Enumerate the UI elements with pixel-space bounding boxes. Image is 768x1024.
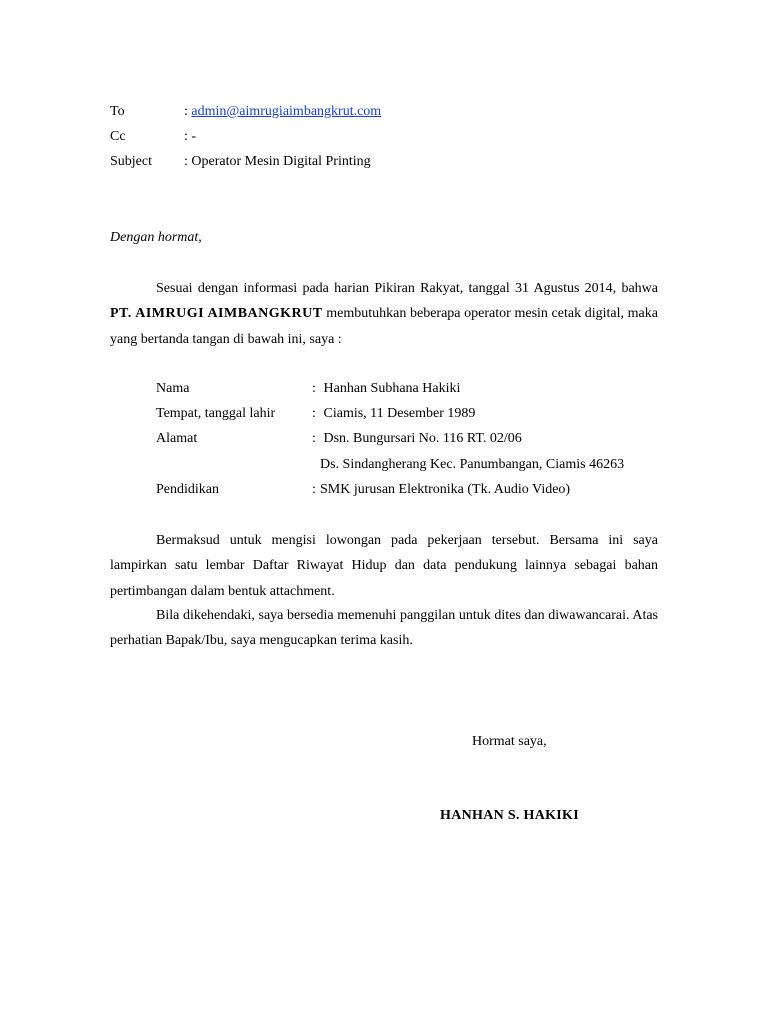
applicant-birth-row	[156, 405, 475, 423]
cc-separator: :	[184, 129, 188, 144]
address-separator: :	[312, 431, 316, 446]
subject-row	[110, 153, 371, 171]
education-label: Pendidikan	[156, 482, 219, 497]
cc-value: -	[191, 129, 197, 144]
signer-name: HANHAN S. HAKIKI	[440, 808, 579, 823]
name-separator: :	[312, 381, 316, 396]
applicant-address-row	[156, 430, 522, 448]
address-line-1: Dsn. Bungursari No. 116 RT. 02/06	[323, 431, 522, 446]
greeting: Dengan hormat,	[110, 230, 202, 245]
to-label: To	[110, 104, 125, 119]
to-row	[110, 103, 381, 121]
body-paragraph-2: Bila dikehendaki, saya bersedia memenuhi panggilan untuk dites dan diwawancarai. Atas perhatian Bapak/Ibu, saya mengucapkan terima kasih.	[110, 608, 658, 649]
company-name: PT. AIMRUGI AIMBANGKRUT	[110, 306, 323, 322]
applicant-education-row	[156, 481, 570, 499]
intro-paragraph	[110, 276, 658, 352]
birth-value: Ciamis, 11 Desember 1989	[323, 406, 476, 421]
cc-row	[110, 128, 196, 146]
to-email-link[interactable]: admin@aimrugiaimbangkrut.com	[191, 104, 382, 119]
address-line-2: Ds. Sindangherang Kec. Panumbangan, Ciamis 46263	[320, 457, 625, 472]
birth-separator: :	[312, 406, 316, 421]
cc-label: Cc	[110, 129, 126, 144]
education-value: SMK jurusan Elektronika (Tk. Audio Video)	[320, 482, 571, 497]
name-value: Hanhan Subhana Hakiki	[323, 381, 461, 396]
closing-salutation: Hormat saya,	[472, 734, 547, 749]
body-paragraph-1: Bermaksud untuk mengisi lowongan pada pekerjaan tersebut. Bersama ini saya lampirkan satu lembar Daftar Riwayat Hidup dan data pendukung lainnya sebagai bahan pertimbangan dalam bentuk attachment.	[110, 533, 658, 599]
address-label: Alamat	[156, 431, 198, 446]
education-separator: :	[312, 482, 316, 497]
to-separator: :	[184, 104, 188, 119]
applicant-name-row	[156, 380, 460, 398]
intro-text-1: Sesuai dengan informasi pada harian Pikiran Rakyat, tanggal 31 Agustus 2014, bahwa	[156, 281, 658, 296]
subject-label: Subject	[110, 154, 152, 169]
subject-value: Operator Mesin Digital Printing	[191, 154, 371, 169]
name-label: Nama	[156, 381, 190, 396]
birth-label: Tempat, tanggal lahir	[156, 406, 276, 421]
intro-text-2: membutuhkan beberapa operator mesin cetak digital, maka yang bertanda tangan di bawah ini, saya :	[110, 306, 658, 347]
subject-separator: :	[184, 154, 188, 169]
